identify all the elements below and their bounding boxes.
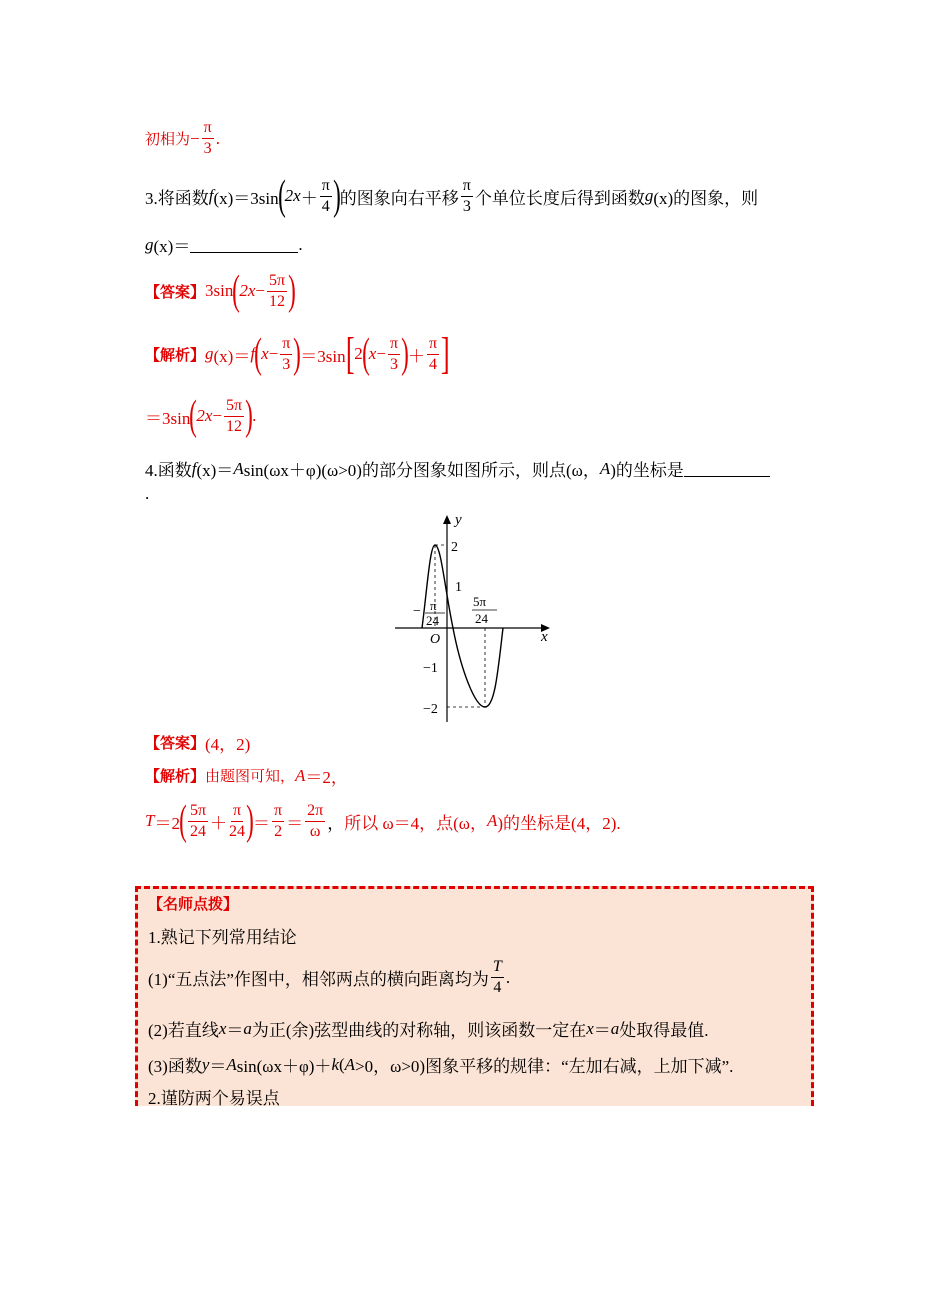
tip-item-1-2-x: x bbox=[218, 1018, 227, 1038]
q3-line2-rest: (x)＝ bbox=[153, 237, 191, 256]
q3-mid: 的图象向右平移 bbox=[339, 188, 459, 208]
prev-answer-tail: . bbox=[215, 128, 220, 148]
q4-analysis-concl-end: )的坐标是(4，2). bbox=[497, 813, 621, 833]
q3-analysis-x-inner: x bbox=[368, 344, 377, 363]
right-paren: ) bbox=[288, 268, 296, 314]
q3-analysis-line2-eq: ＝3sin bbox=[145, 408, 191, 428]
q4-analysis-line1-text: 由题图可知， bbox=[205, 767, 296, 785]
q4-analysis-T: T bbox=[145, 811, 155, 830]
right-paren: ) bbox=[401, 331, 409, 377]
fraction-numerator: π bbox=[320, 178, 332, 197]
q4-fraction-5pi-24 bbox=[188, 803, 208, 840]
fraction-denominator: 3 bbox=[389, 355, 398, 373]
q3-answer-prefix: 3sin bbox=[205, 281, 234, 300]
tip-item-1-1-end: . bbox=[505, 967, 511, 987]
fraction-numerator: π bbox=[280, 336, 292, 355]
q3-analysis-g: g bbox=[205, 344, 214, 363]
tip-item-1-2-eq: ＝ bbox=[226, 1021, 244, 1040]
q3-answer-minus: − bbox=[255, 281, 265, 300]
fraction-numerator: 2π bbox=[305, 803, 325, 822]
q3-analysis-minus: − bbox=[268, 344, 279, 363]
fraction-denominator: 2 bbox=[274, 822, 283, 840]
analysis-tag: 【解析】 bbox=[145, 767, 206, 785]
q3-answer-fraction bbox=[267, 273, 287, 310]
tip-item-1-2 bbox=[148, 1016, 709, 1041]
q4-f: f bbox=[191, 458, 197, 478]
q3-f: f bbox=[208, 186, 214, 205]
tip-item-2: 2.谨防两个易误点 bbox=[148, 1089, 280, 1108]
fraction-numerator: π bbox=[461, 178, 473, 197]
tip-item-1-3 bbox=[148, 1052, 733, 1077]
right-label-den: 24 bbox=[475, 611, 488, 626]
q3-answer-two-x: 2x bbox=[239, 281, 256, 300]
q3-analysis-line2-minus: − bbox=[212, 406, 222, 425]
fraction-numerator: π bbox=[272, 803, 284, 822]
tip-item-1-3-A: A bbox=[226, 1054, 237, 1074]
q3-analysis-fraction-pi-3-inner bbox=[388, 336, 400, 373]
q3-analysis-g-eq: (x)＝ bbox=[213, 346, 251, 366]
question-3-line-2 bbox=[145, 232, 303, 257]
q3-analysis-f: f bbox=[250, 344, 256, 363]
q3-prefix: 3.将函数 bbox=[145, 188, 209, 208]
fraction-numerator: π bbox=[202, 120, 214, 139]
question-3-line-1 bbox=[145, 175, 758, 217]
tip-item-1-3-cond: >0，ω>0)图象平移的规律：“左加右减，上加下减”. bbox=[355, 1057, 734, 1076]
tip-item-1-2-eq2: ＝ bbox=[593, 1021, 611, 1040]
prev-answer-line bbox=[145, 120, 220, 157]
q4-answer-line bbox=[145, 730, 250, 755]
fraction-denominator: 4 bbox=[493, 979, 502, 996]
answer-blank[interactable] bbox=[684, 460, 770, 477]
tip-item-1-3-eq: ＝ bbox=[209, 1057, 227, 1076]
right-paren: ) bbox=[245, 393, 253, 439]
tick-y-neg2: −2 bbox=[423, 702, 438, 717]
tip-item-1-2-pre: (2)若直线 bbox=[148, 1021, 219, 1040]
q3-analysis-line2-fraction bbox=[224, 398, 244, 435]
q4-fraction-2pi-omega bbox=[305, 803, 325, 840]
q3-analysis-line2-end: . bbox=[252, 406, 257, 425]
right-bracket: ] bbox=[441, 329, 450, 378]
q3-analysis-x: x bbox=[261, 344, 269, 363]
q4-analysis-comma: ， bbox=[327, 813, 345, 833]
y-axis-arrow bbox=[443, 515, 451, 524]
fraction-numerator: 5π bbox=[267, 273, 287, 292]
q4-analysis-line-1 bbox=[145, 763, 348, 788]
fraction-denominator: 24 bbox=[229, 822, 246, 840]
q3-analysis-plus: ＋ bbox=[408, 346, 426, 366]
q4-analysis-line-2 bbox=[145, 800, 621, 842]
fraction-numerator: π bbox=[231, 803, 243, 822]
y-axis-label: y bbox=[455, 512, 462, 528]
q3-line2-g: g bbox=[145, 234, 154, 254]
tick-y-1: 1 bbox=[455, 580, 462, 595]
q3-analysis-line-1 bbox=[145, 329, 450, 378]
fraction-numerator: 5π bbox=[188, 803, 208, 822]
q3-g: g bbox=[644, 186, 654, 205]
q3-analysis-line2-twox: 2x bbox=[196, 406, 213, 425]
q4-analysis-conclusion: 所以 ω＝4，点(ω， bbox=[344, 813, 487, 833]
tip-item-1-3-pre: (3)函数 bbox=[148, 1057, 202, 1076]
tip-item-1-2-text: 为正(余)弦型曲线的对称轴，则该函数一定在 bbox=[251, 1021, 587, 1040]
tip-item-1-2-a2: a bbox=[610, 1018, 620, 1038]
left-paren: ( bbox=[179, 798, 187, 844]
q4-end-dot: . bbox=[145, 484, 150, 503]
q3-analysis-two: 2 bbox=[354, 344, 363, 363]
tip-item-1: 1.熟记下列常用结论 bbox=[148, 928, 297, 947]
tip-item-1-3-A2: A bbox=[344, 1054, 356, 1074]
q4-body1: (x)＝ bbox=[196, 461, 234, 480]
answer-blank[interactable] bbox=[190, 236, 298, 253]
right-paren: ) bbox=[293, 331, 302, 377]
answer-tag: 【答案】 bbox=[145, 282, 206, 301]
fraction-denominator: 3 bbox=[282, 355, 291, 373]
q4-analysis-A-val: ＝2， bbox=[305, 768, 348, 787]
fraction-numerator: π bbox=[388, 336, 400, 355]
prev-answer-fraction bbox=[202, 120, 214, 157]
q4-analysis-plus: ＋ bbox=[210, 813, 228, 833]
q3-fx-rest: (x)＝3sin bbox=[213, 188, 279, 208]
fraction-denominator: 24 bbox=[190, 822, 206, 840]
tip-item-1-3-body: sin(ωx＋φ)＋ bbox=[236, 1057, 332, 1076]
left-paren: ( bbox=[232, 268, 241, 314]
fraction-denominator: 4 bbox=[321, 197, 330, 215]
fraction-numerator: π bbox=[427, 336, 439, 355]
tick-y-2: 2 bbox=[451, 540, 458, 555]
q3-analysis-minus-inner: − bbox=[376, 344, 386, 363]
analysis-tag: 【解析】 bbox=[145, 345, 206, 364]
prev-answer-sign: − bbox=[190, 128, 200, 148]
fraction-denominator: 3 bbox=[462, 197, 471, 215]
q3-tail: 个单位长度后得到函数 bbox=[474, 188, 645, 208]
tick-y-neg1: −1 bbox=[423, 661, 438, 676]
q3-analysis-fraction-pi-3 bbox=[280, 336, 292, 373]
x-axis-label: x bbox=[541, 629, 548, 645]
fraction-denominator: 3 bbox=[203, 140, 212, 157]
q3-analysis-line-2 bbox=[145, 395, 256, 437]
tip-item-1-3-paren: ( bbox=[338, 1054, 345, 1074]
q4-analysis-concl-A: A bbox=[487, 811, 498, 830]
tip-fraction-T-4 bbox=[491, 959, 504, 996]
q3-fraction-pi-3 bbox=[461, 178, 473, 215]
q3-line2-end: . bbox=[298, 234, 303, 254]
q4-body3: )的坐标是 bbox=[610, 461, 684, 480]
q4-analysis-A: A bbox=[295, 765, 306, 785]
left-paren: ( bbox=[361, 331, 370, 377]
q4-answer-value: (4，2) bbox=[205, 735, 251, 754]
fraction-numerator: T bbox=[491, 959, 504, 978]
question-4-line-2 bbox=[145, 484, 149, 504]
q4-A: A bbox=[233, 458, 244, 478]
tip-item-1-1-text: (1)“五点法”作图中，相邻两点的横向距离均为 bbox=[148, 970, 489, 989]
left-label-den: 24 bbox=[426, 613, 439, 628]
tip-item-1-2-a: a bbox=[243, 1018, 252, 1038]
question-4-line-1 bbox=[145, 456, 770, 481]
teacher-tip-box bbox=[135, 886, 814, 1106]
sine-graph bbox=[385, 510, 565, 725]
q3-analysis-fraction-pi-4 bbox=[427, 336, 439, 373]
fraction-denominator: ω bbox=[309, 822, 321, 840]
q3-g-rest: (x)的图象，则 bbox=[653, 188, 759, 208]
q4-body2: sin(ωx＋φ)(ω>0)的部分图象如图所示，则点(ω， bbox=[243, 461, 600, 480]
q3-fraction-pi-4 bbox=[320, 178, 332, 215]
q4-analysis-eq-a: ＝ bbox=[253, 813, 271, 833]
right-paren: ) bbox=[332, 173, 341, 219]
right-paren: ) bbox=[246, 798, 254, 844]
left-paren: ( bbox=[254, 331, 262, 377]
left-bracket: [ bbox=[345, 329, 355, 378]
tip-item-1-3-k: k bbox=[331, 1054, 339, 1074]
q4-analysis-eq-b: ＝ bbox=[286, 813, 304, 833]
q3-two-x: 2x bbox=[284, 186, 301, 205]
answer-tag: 【答案】 bbox=[145, 734, 206, 752]
q4-A2: A bbox=[599, 458, 611, 478]
tip-item-1-3-y: y bbox=[201, 1054, 210, 1074]
prev-answer-text: 初相为 bbox=[145, 130, 191, 148]
left-paren: ( bbox=[277, 173, 286, 219]
origin-label: O bbox=[430, 632, 441, 647]
q3-plus: ＋ bbox=[300, 188, 318, 208]
q4-analysis-eq2: ＝2 bbox=[154, 813, 180, 833]
q4-fraction-pi-2 bbox=[272, 803, 284, 840]
q3-analysis-eq2: ＝3sin bbox=[300, 346, 346, 366]
tip-item-1-1 bbox=[148, 959, 510, 996]
left-label-minus: − bbox=[413, 604, 421, 619]
q4-fraction-pi-24 bbox=[229, 803, 245, 840]
left-label-num: π bbox=[430, 598, 437, 613]
fraction-denominator: 4 bbox=[429, 355, 438, 373]
tip-title: 【名师点拨】 bbox=[148, 895, 239, 913]
tip-item-1-2-end: 处取得最值. bbox=[619, 1021, 709, 1040]
fraction-denominator: 12 bbox=[226, 417, 243, 435]
right-label-num: 5π bbox=[473, 594, 487, 609]
left-paren: ( bbox=[189, 393, 198, 439]
tip-item-1-2-x2: x bbox=[586, 1018, 594, 1038]
fraction-numerator: 5π bbox=[224, 398, 244, 417]
fraction-denominator: 12 bbox=[269, 292, 286, 310]
q4-prefix: 4.函数 bbox=[145, 461, 192, 480]
q3-answer-line bbox=[145, 270, 295, 312]
